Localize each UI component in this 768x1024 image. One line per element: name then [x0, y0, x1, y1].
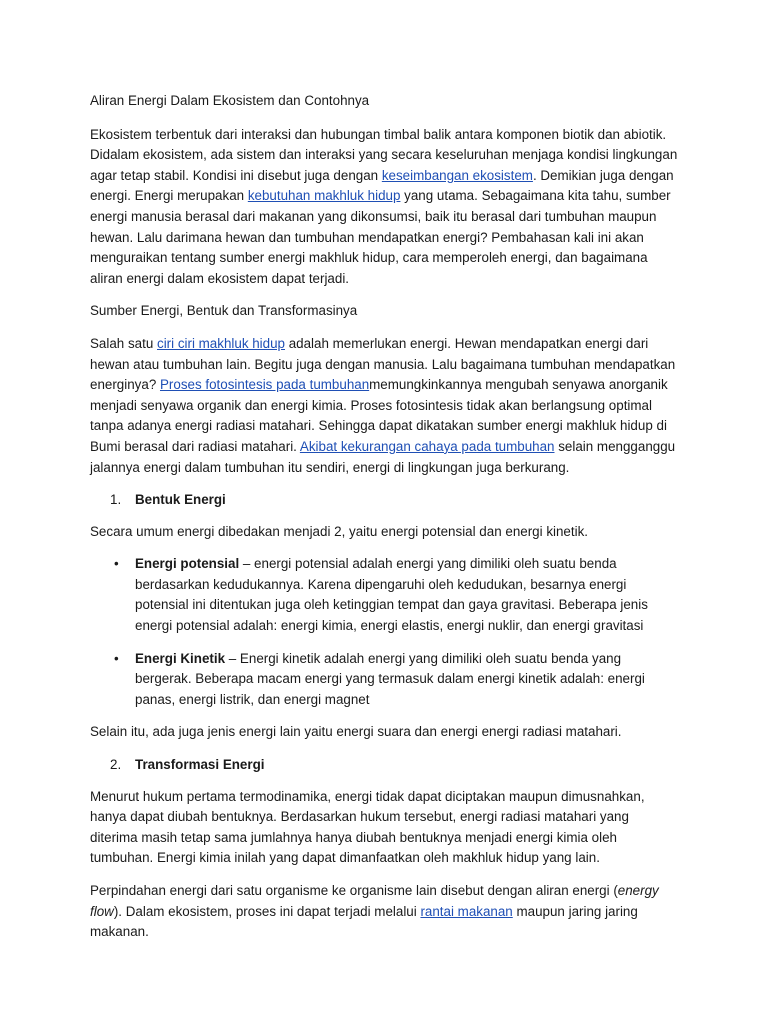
intro-paragraph: Ekosistem terbentuk dari interaksi dan hubungan timbal balik antara komponen biotik dan abiotik. Didalam ekosistem, ada sistem dan interaksi yang secara keseluruhan menjaga kondisi lingkungan agar tetap stabil. Kondisi ini disebut juga dengan keseimbangan ekosistem. Demikian juga dengan energi. Energi merupakan kebutuhan makhluk hidup yang utama. Sebagaimana kita tahu, sumber energi manusia berasal dari makanan yang dikonsumsi, baik itu berasal dari tumbuhan maupun hewan. Lalu darimana hewan dan tumbuhan mendapatkan energi? Pembahasan kali ini akan menguraikan tentang sumber energi makhluk hidup, cara memperoleh energi, dan bagaimana aliran energi dalam ekosistem dapat terjadi. — [90, 126, 678, 286]
link-keseimbangan-ekosistem[interactable]: keseimbangan ekosistem — [381, 167, 533, 183]
energy-types-paragraph: Secara umum energi dibedakan menjadi 2, yaitu energi potensial dan energi kinetik. — [90, 523, 588, 539]
source-paragraph: Salah satu ciri ciri makhluk hidup adalah memerlukan energi. Hewan mendapatkan energi dari hewan atau tumbuhan lain. Begitu juga dengan manusia. Lalu bagaimana tumbuhan mendapatkan energinya? Proses fotosintesis pada tumbuhanmemungkinkannya mengubah senyawa anorganik menjadi senyawa organik dan energi kimia. Proses fotosintesis tidak akan berlangsung optimal tanpa adanya energi radiasi matahari. Sehingga dapat dikatakan sumber energi makhluk hidup di Bumi berasal dari radiasi matahari. Akibat kekurangan cahaya pada tumbuhan selain mengganggu jalannya energi dalam tumbuhan itu sendiri, energi di lingkungan juga berkurang. — [90, 335, 676, 475]
bullet-marker: • — [114, 556, 119, 572]
list-item-bentuk-energi: 1. Bentuk Energi — [90, 490, 678, 511]
other-energy-paragraph: Selain itu, ada juga jenis energi lain yaitu energi suara dan energi energi radiasi matahari. — [90, 724, 622, 740]
link-kebutuhan-makhluk-hidup[interactable]: kebutuhan makhluk hidup — [247, 188, 401, 204]
section-heading: Sumber Energi, Bentuk dan Transformasinya — [90, 303, 358, 319]
link-akibat-kekurangan-cahaya[interactable]: Akibat kekurangan cahaya pada tumbuhan — [299, 438, 555, 454]
list-number: 2. — [110, 757, 122, 773]
numbered-list-1 — [90, 490, 678, 511]
link-proses-fotosintesis[interactable]: Proses fotosintesis pada tumbuhan — [159, 377, 370, 393]
thermodynamics-paragraph: Menurut hukum pertama termodinamika, energi tidak dapat diciptakan maupun dimusnahkan, hanya dapat diubah bentuknya. Berdasarkan hukum tersebut, energi radiasi matahari yang diterima masih tetap sama jumlahnya hanya diubah bentuknya menjadi energi kimia oleh tumbuhan. Energi kimia inilah yang dapat dimanfaatkan oleh makhluk hidup yang lain. — [90, 788, 645, 866]
numbered-list-2 — [90, 755, 678, 776]
bullet-list — [90, 554, 678, 710]
energy-flow-paragraph: Perpindahan energi dari satu organisme ke organisme lain disebut dengan aliran energi (energy flow). Dalam ekosistem, proses ini dapat terjadi melalui rantai makanan maupun jaring jaring makanan. — [90, 883, 659, 940]
bullet-marker: • — [114, 650, 119, 666]
bullet-item-energi-kinetik: • Energi Kinetik – Energi kinetik adalah energi yang dimiliki oleh suatu benda yang bergerak. Beberapa macam energi yang termasuk dalam energi kinetik adalah: energi panas, energi listrik, dan energi magnet — [114, 650, 645, 707]
list-number: 1. — [110, 492, 122, 508]
link-rantai-makanan[interactable]: rantai makanan — [420, 903, 513, 919]
bullet-item-energi-potensial: • Energi potensial – energi potensial adalah energi yang dimiliki oleh suatu benda berdasarkan kedudukannya. Karena dipengaruhi oleh kedudukan, besarnya energi potensial ini ditentukan juga oleh ketinggian tempat dan gaya gravitasi. Beberapa jenis energi potensial adalah: energi kimia, energi elastis, energi nuklir, dan energi gravitasi — [114, 556, 648, 634]
link-ciri-makhluk-hidup[interactable]: ciri ciri makhluk hidup — [157, 335, 285, 351]
document-title: Aliran Energi Dalam Ekosistem dan Contohnya — [90, 93, 370, 108]
list-item-transformasi-energi: 2. Transformasi Energi — [90, 755, 678, 776]
